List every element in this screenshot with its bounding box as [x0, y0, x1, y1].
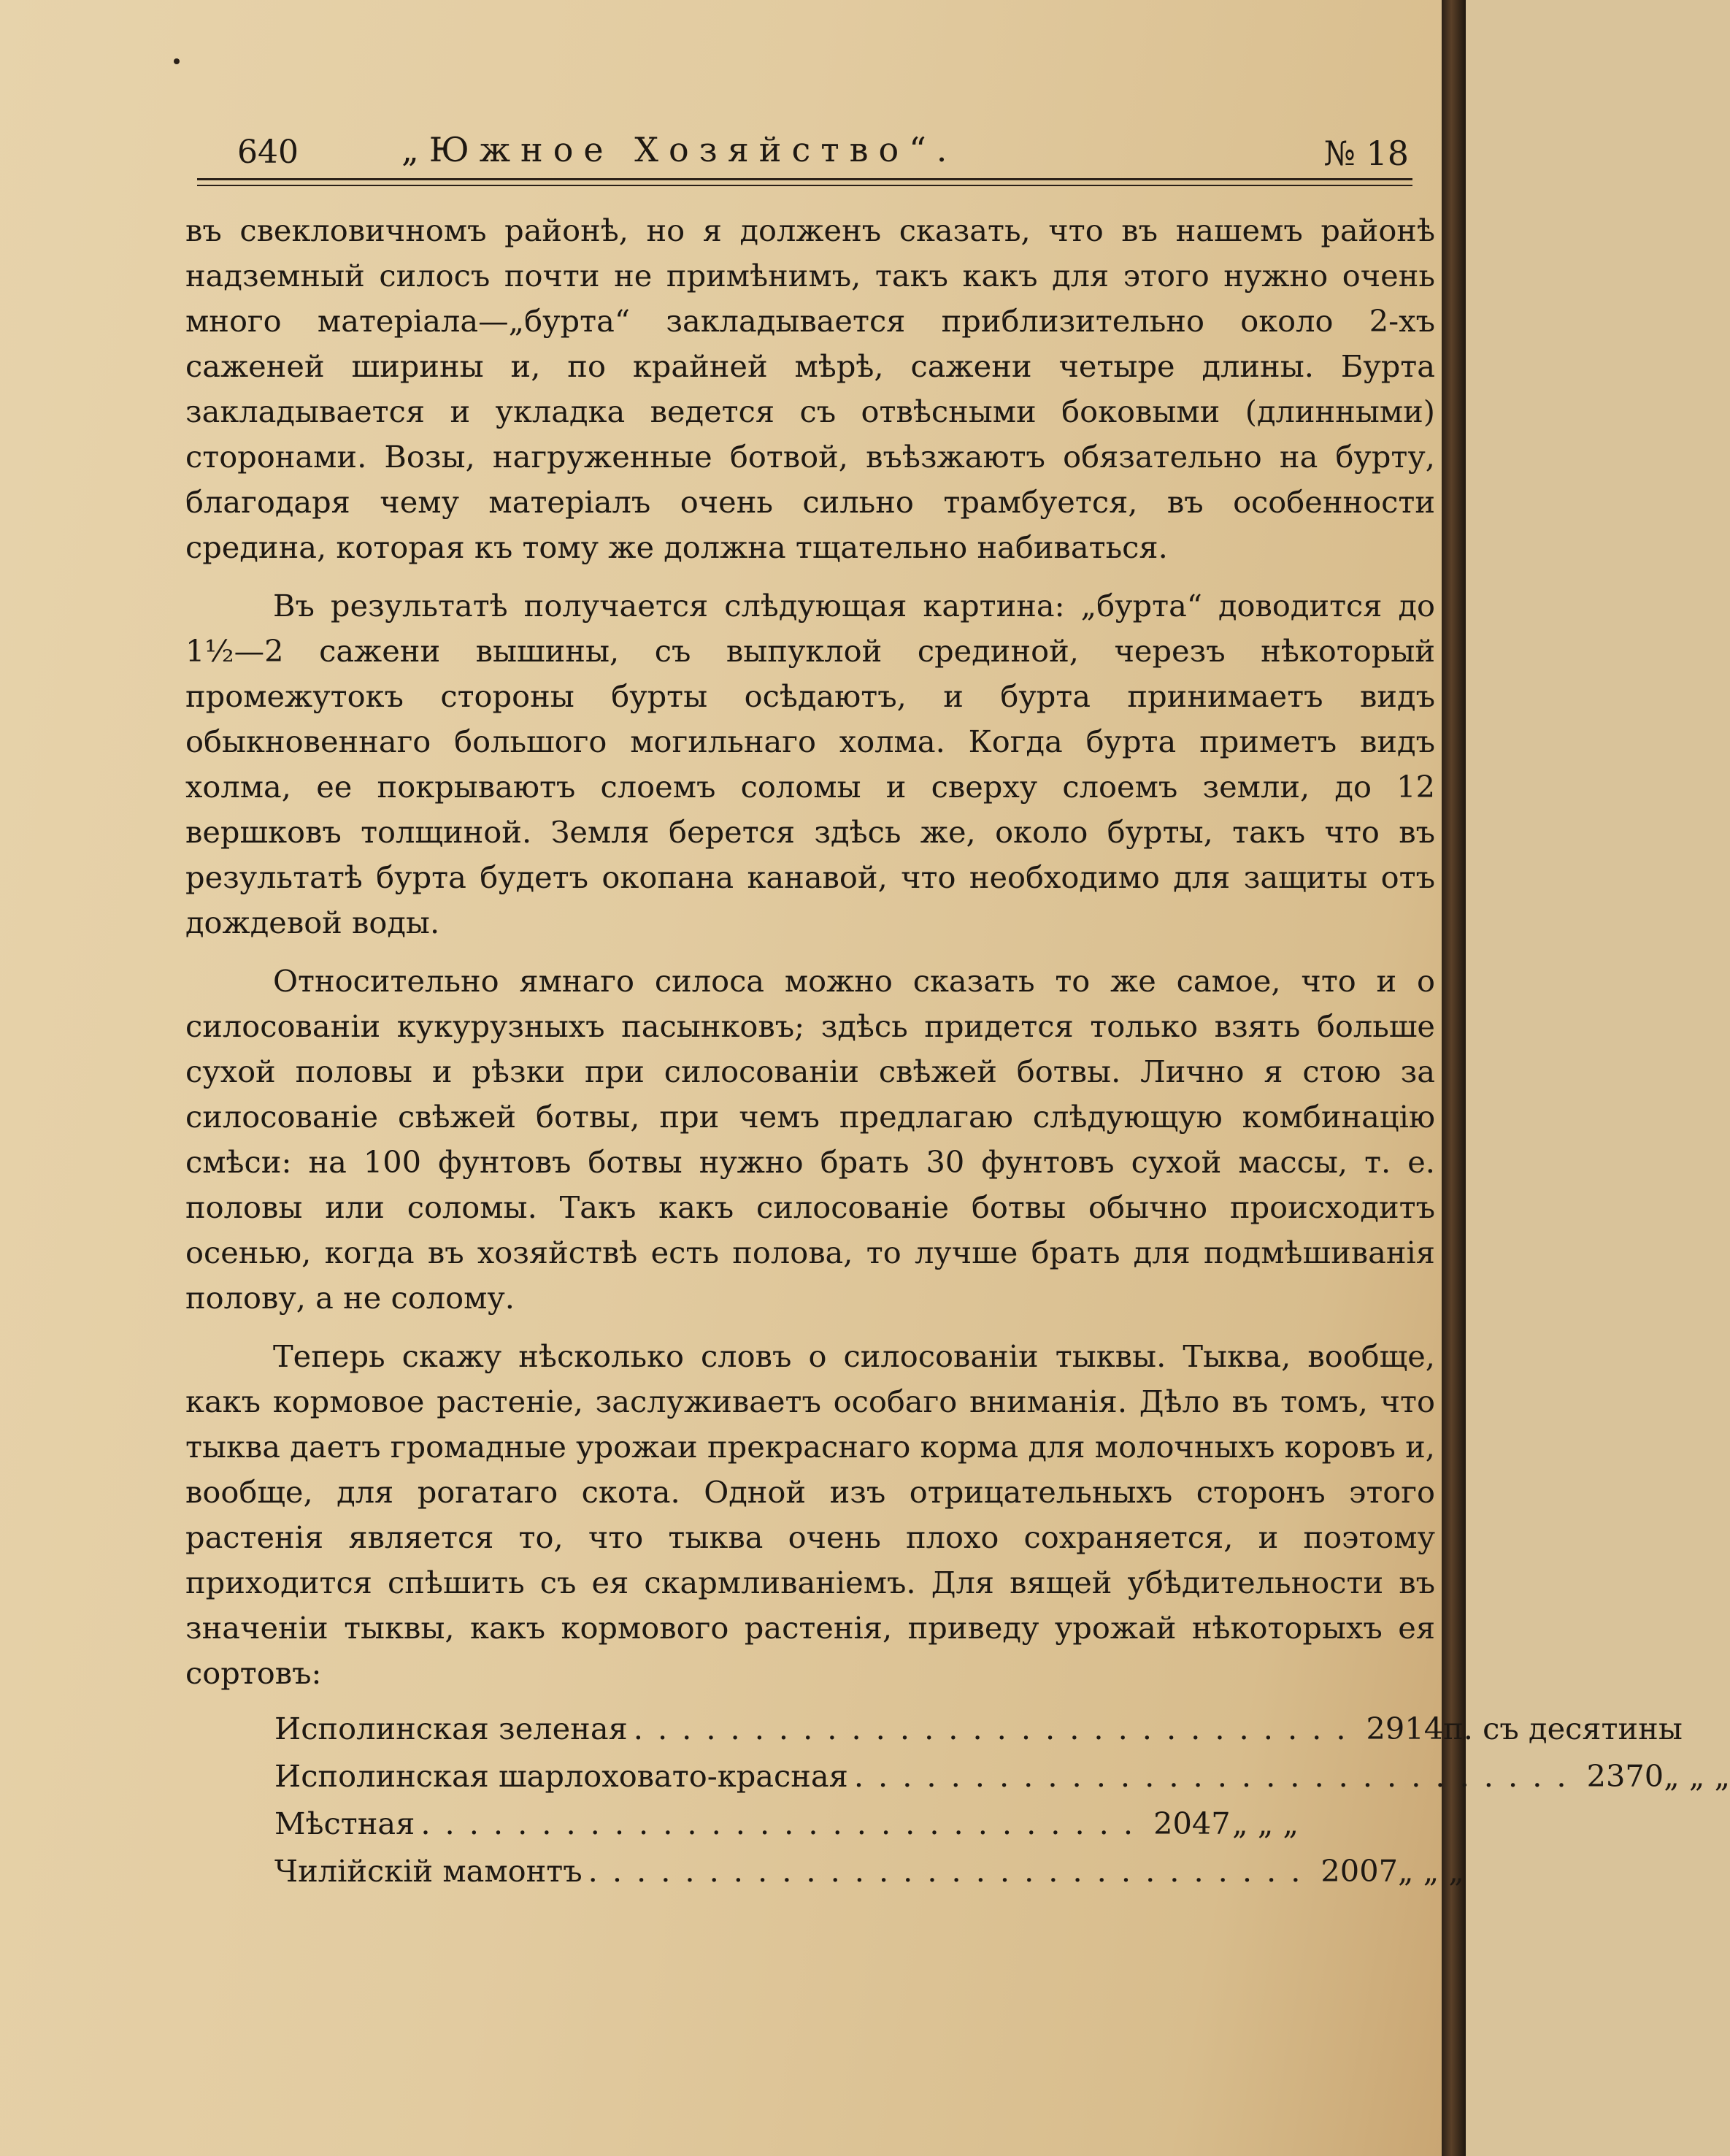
- yield-unit: „ „ „: [1232, 1806, 1299, 1841]
- yield-unit: п. съ десятины: [1443, 1711, 1683, 1746]
- running-header: [197, 130, 1409, 181]
- yield-row: [185, 1754, 1730, 1801]
- variety-name: Исполинская шарлоховато-красная: [274, 1758, 848, 1794]
- page-number: 640: [237, 134, 299, 171]
- leader-dots: ..............................: [420, 1806, 1148, 1841]
- yield-unit: „ „ „: [1398, 1853, 1464, 1889]
- yield-unit: „ „ „: [1664, 1758, 1730, 1794]
- yield-row: [185, 1801, 1435, 1849]
- journal-title: „Южное Хозяйство“.: [401, 130, 958, 169]
- yield-value: 2914: [1366, 1711, 1444, 1746]
- paragraph: Въ результатѣ получается слѣдующая картина: „бурта“ доводится до 1½—2 сажени вышины, съ выпуклой срединой, черезъ нѣкоторый промежутокъ стороны бурты осѣдаютъ, и бурта принимаетъ видъ обыкновеннаго большого могильнаго холма. Когда бурта приметъ видъ холма, ее покрываютъ слоемъ соломы и сверху слоемъ земли, до 12 вершковъ толщиной. Земля берется здѣсь же, около бурты, такъ что въ результатѣ бурта будетъ окопана канавой, что необходимо для защиты отъ дождевой воды.: [185, 588, 1435, 940]
- leader-dots: ..............................: [853, 1758, 1581, 1794]
- paragraph: Относительно ямнаго силоса можно сказать то же самое, что и о силосованіи кукурузныхъ пасынковъ; здѣсь придется только взять больше сухой половы и рѣзки при силосованіи свѣжей ботвы. Лично я стою за силосованіе свѣжей ботвы, при чемъ предлагаю слѣдующую комбинацію смѣси: на 100 фунтовъ ботвы нужно брать 30 фунтовъ сухой массы, т. е. половы или соломы. Такъ какъ силосованіе ботвы обычно происходитъ осенью, когда въ хозяйствѣ есть полова, то лучше брать для подмѣшиванія полову, а не солому.: [185, 963, 1435, 1316]
- variety-name: Исполинская зеленая: [274, 1711, 628, 1746]
- article-body: [185, 208, 1730, 1896]
- paragraph: въ свекловичномъ районѣ, но я долженъ сказать, что въ нашемъ районѣ надземный силосъ почти не примѣнимъ, такъ какъ для этого нужно очень много матеріала—„бурта“ закладывается приблизительно около 2-хъ саженей ширины и, по крайней мѣрѣ, сажени четыре длины. Бурта закладывается и укладка ведется съ отвѣсными боковыми (длинными) сторонами. Возы, нагруженные ботвой, въѣзжаютъ обязательно на бурту, благодаря чему матеріалъ очень сильно трамбуется, въ особенности средина, которая къ тому же должна тщательно набиваться.: [185, 212, 1435, 565]
- header-rule: [197, 178, 1412, 180]
- issue-number: № 18: [1323, 134, 1409, 173]
- variety-name: Мѣстная: [274, 1806, 415, 1841]
- yield-value: 2047: [1153, 1806, 1231, 1841]
- yield-value: 2007: [1320, 1853, 1399, 1889]
- yield-row: [185, 1706, 1683, 1754]
- header-rule-thin: [197, 185, 1412, 186]
- variety-name: Чилійскій мамонтъ: [274, 1853, 583, 1889]
- yield-row: [185, 1849, 1464, 1896]
- leader-dots: ..............................: [633, 1711, 1361, 1746]
- yield-value: 2370: [1586, 1758, 1664, 1794]
- paragraph: Теперь скажу нѣсколько словъ о силосованіи тыквы. Тыква, вообще, какъ кормовое растеніе, заслуживаетъ особаго вниманія. Дѣло въ томъ, что тыква даетъ громадные урожаи прекраснаго корма для молочныхъ коровъ и, вообще, для рогатаго скота. Одной изъ отрицательныхъ сторонъ этого растенія является то, что тыква очень плохо сохраняется, и поэтому приходится спѣшить съ ея скармливаніемъ. Для вящей убѣдительности въ значеніи тыквы, какъ кормового растенія, приведу урожай нѣкоторыхъ ея сортовъ:: [185, 1338, 1435, 1691]
- book-spine: [1442, 0, 1466, 2156]
- yield-table: [185, 1706, 1730, 1896]
- leader-dots: ..............................: [588, 1853, 1315, 1889]
- ink-speck: [174, 58, 180, 64]
